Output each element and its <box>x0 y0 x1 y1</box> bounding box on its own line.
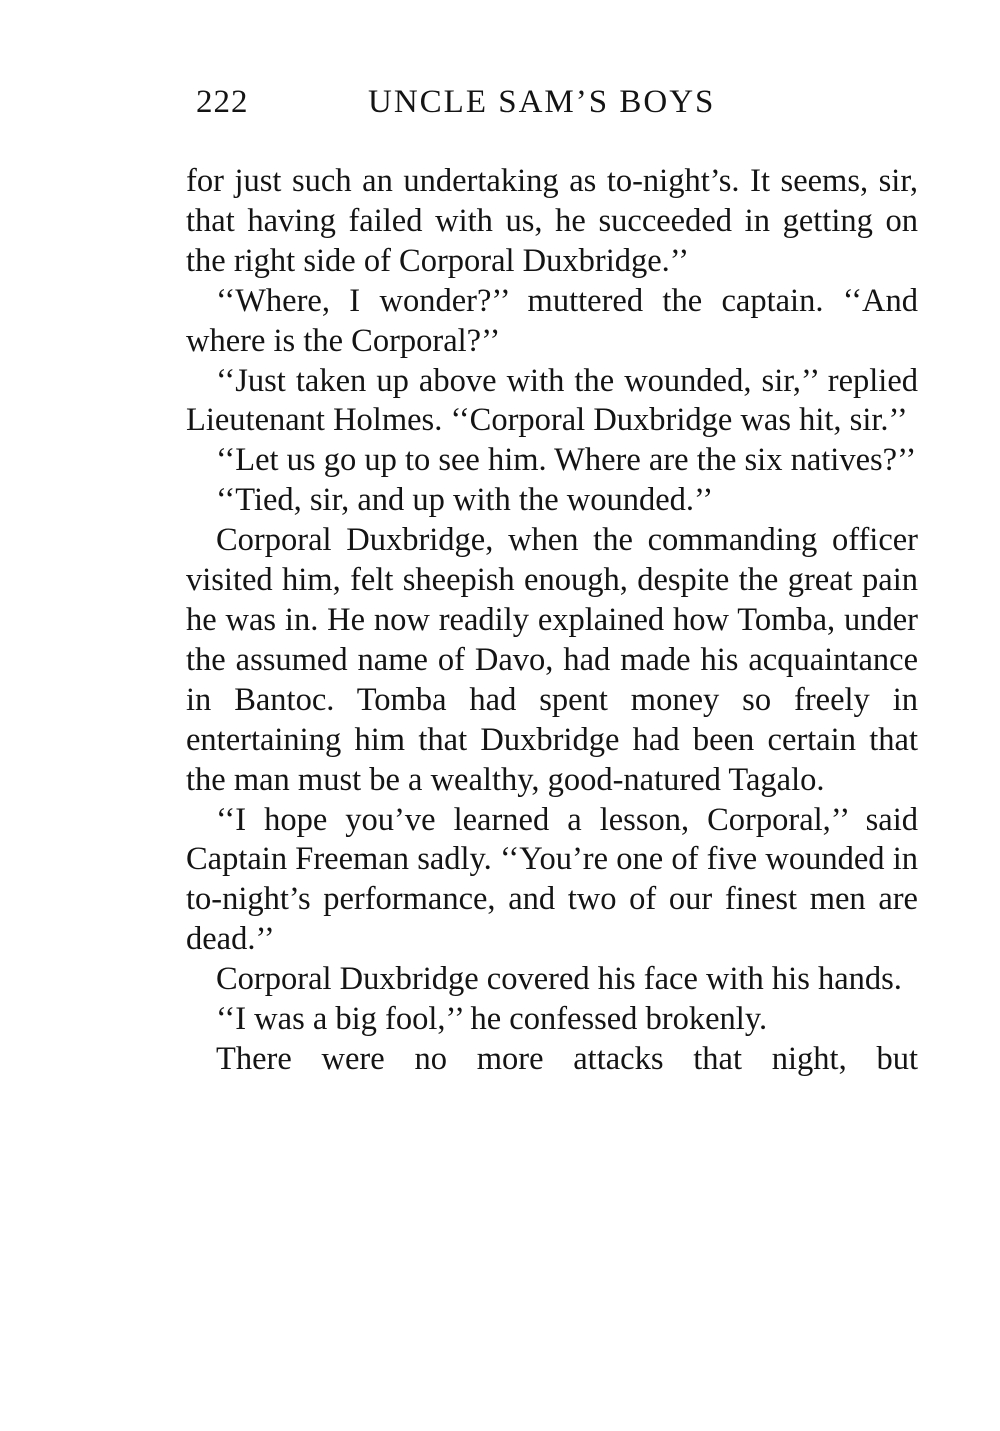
paragraph: ‘‘Let us go up to see him. Where are the six natives?’’ <box>216 442 917 479</box>
paragraph: ‘‘Just taken up above with the wounded, sir,’’ replied Lieutenant Holmes. ‘‘Corporal Duxbridge was hit, sir.’’ <box>186 362 918 439</box>
paragraph: ‘‘I hope you’ve learned a lesson, Corporal,’’ said Captain Freeman sadly. ‘‘You’re one of five wounded in to-night’s performance, and two of our finest men are dead.’’ <box>186 801 918 958</box>
paragraph: Corporal Duxbridge covered his face with his hands. <box>216 961 902 998</box>
paragraph: ‘‘Where, I wonder?’’ muttered the captain. ‘‘And where is the Corporal?’’ <box>186 282 918 359</box>
paragraph: ‘‘Tied, sir, and up with the wounded.’’ <box>216 482 714 519</box>
paragraph: ‘‘I was a big fool,’’ he confessed brokenly. <box>216 1001 768 1038</box>
page-number: 222 <box>196 84 249 120</box>
paragraph: for just such an undertaking as to-night’s. It seems, sir, that having failed with us, he succeeded in getting on the right side of Corporal Duxbridge.’’ <box>186 163 918 279</box>
body-text <box>186 162 918 1080</box>
paragraph: There were no more attacks that night, but <box>216 1040 918 1077</box>
running-head <box>196 80 756 124</box>
paragraph: Corporal Duxbridge, when the commanding officer visited him, felt sheepish enough, despite the great pain he was in. He now readily explained how Tomba, under the assumed name of Davo, had made his acquaintance in Bantoc. Tomba had spent money so freely in entertaining him that Duxbridge had been certain that the man must be a wealthy, good-natured Tagalo. <box>186 522 918 798</box>
running-title: UNCLE SAM’S BOYS <box>368 84 716 120</box>
